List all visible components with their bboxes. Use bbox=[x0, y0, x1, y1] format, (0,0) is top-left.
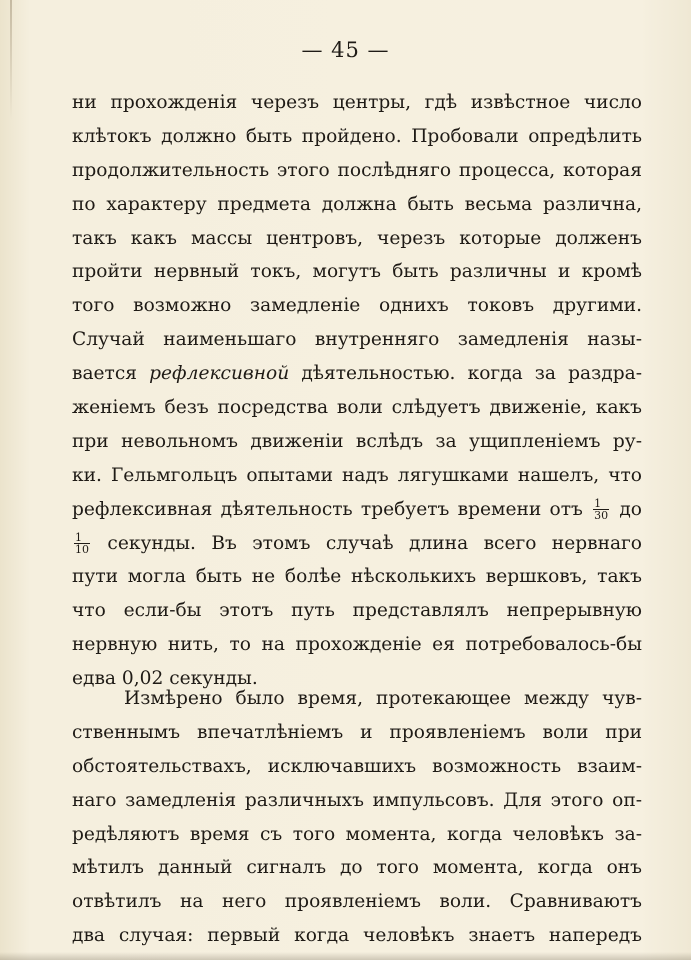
page-edge-shadow bbox=[0, 952, 691, 960]
text-span: дѣятельностью. когда за раздра- bbox=[301, 363, 642, 385]
text-line: ственнымъ впечатлѣніемъ и проявленіемъ воли при bbox=[72, 721, 642, 743]
text-line: того возможно замедленіе однихъ токовъ другими. bbox=[72, 295, 642, 317]
fraction-one-thirtieth bbox=[593, 498, 609, 521]
fraction-numerator: 1 bbox=[74, 532, 90, 544]
text-line: по характеру предмета должна быть весьма различна, bbox=[72, 193, 642, 215]
text-span: вается bbox=[72, 363, 137, 385]
text-line: Измѣрено было время, протекающее между чув- bbox=[124, 688, 642, 709]
fraction-numerator: 1 bbox=[593, 498, 609, 510]
text-line: ни прохожденія черезъ центры, гдѣ извѣстное число bbox=[72, 92, 642, 113]
text-line: пути могла быть не болѣе нѣсколькихъ вершковъ, такъ bbox=[72, 566, 642, 588]
text-line: два случая: первый когда человѣкъ знаетъ напередъ bbox=[72, 925, 642, 947]
text-line: при невольномъ движеніи вслѣдъ за ущипленіемъ ру- bbox=[72, 430, 642, 452]
text-line: наго замедленія различныхъ импульсовъ. Для этого оп- bbox=[72, 789, 642, 811]
text-line: едва 0,02 секунды. bbox=[72, 668, 258, 690]
text-line: Случай наименьшаго внутренняго замедленія назы- bbox=[72, 329, 642, 351]
text-span: до bbox=[619, 498, 642, 520]
text-line: такъ какъ массы центровъ, черезъ которые долженъ bbox=[72, 227, 642, 249]
text-line: обстоятельствахъ, исключавшихъ возможность взаим- bbox=[72, 755, 642, 777]
text-line: нервную нить, то на прохожденіе ея потребовалось-бы bbox=[72, 634, 642, 656]
text-line: что если-бы этотъ путь представлялъ непрерывную bbox=[72, 600, 642, 622]
text-line bbox=[72, 493, 642, 527]
text-line bbox=[72, 527, 642, 561]
text-line: мѣтилъ данный сигналъ до того момента, когда онъ bbox=[72, 857, 642, 879]
fraction-denominator: 30 bbox=[594, 509, 609, 523]
text-line: редѣляютъ время съ того момента, когда человѣкъ за- bbox=[72, 823, 642, 845]
text-span: секунды. Въ этомъ случаѣ длина всего нервнаго bbox=[107, 532, 642, 554]
text-line: отвѣтилъ на него проявленіемъ воли. Сравниваютъ bbox=[72, 891, 642, 913]
fraction-denominator: 10 bbox=[75, 543, 89, 557]
paragraph-1 bbox=[72, 86, 642, 696]
text-line: пройти нервный токъ, могутъ быть различны и кромѣ bbox=[72, 261, 642, 283]
paragraph-2 bbox=[72, 682, 642, 953]
italic-term: рефлексивной bbox=[149, 363, 290, 385]
fraction-one-tenth bbox=[74, 532, 90, 555]
page-number: — 45 — bbox=[301, 38, 390, 62]
text-line: клѣтокъ должно быть пройдено. Пробовали опредѣлить bbox=[72, 125, 642, 147]
text-span: рефлексивная дѣятельность требуетъ времени отъ bbox=[72, 498, 583, 520]
text-line: женіемъ безъ посредства воли слѣдуетъ движеніе, какъ bbox=[72, 397, 642, 419]
text-line bbox=[72, 357, 642, 391]
text-line: ки. Гельмгольцъ опытами надъ лягушками нашелъ, что bbox=[72, 464, 642, 486]
text-line: продолжительность этого послѣдняго процесса, которая bbox=[72, 159, 642, 181]
